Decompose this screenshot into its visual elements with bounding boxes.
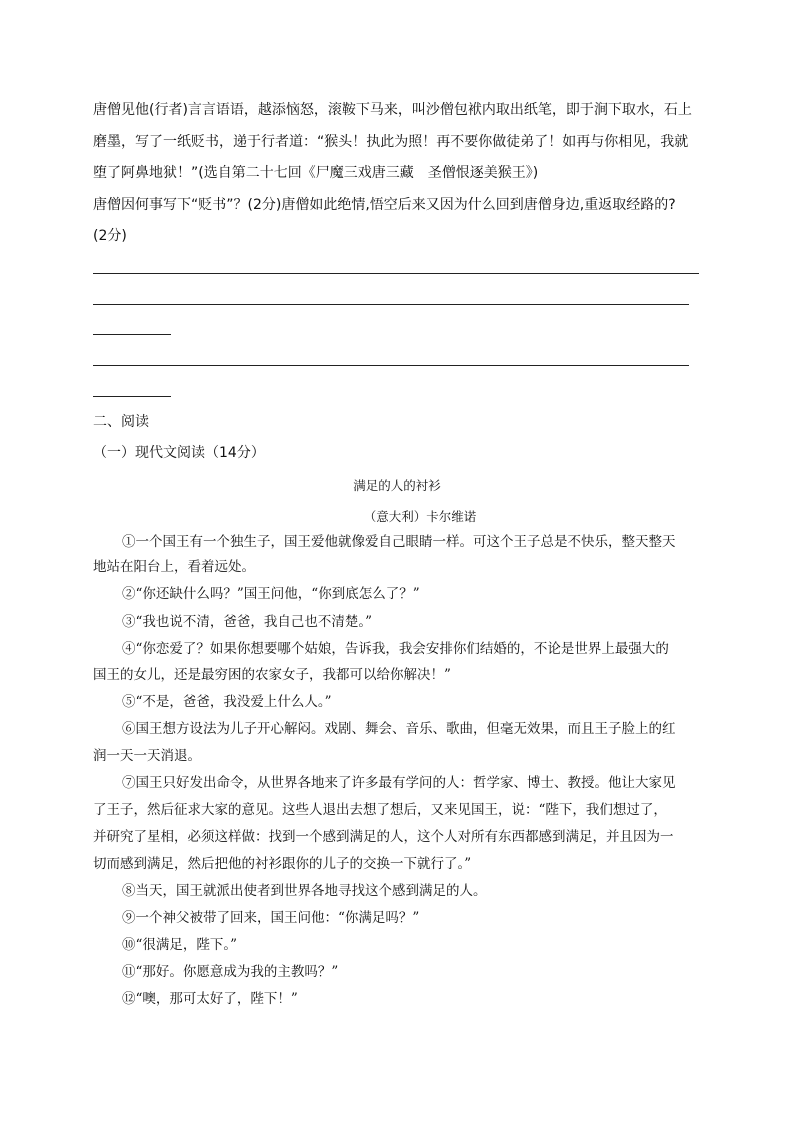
paragraph-9: ⑨一个神父被带了回来，国王问他：“你满足吗？” [122,910,420,926]
question-line-1: 唐僧因何事写下“贬书”？(2分)唐僧如此绝情,悟空后来又因为什么回到唐僧身边,重返取经路的? [93,197,676,213]
paragraph-2: ②“你还缺什么吗？”国王问他，“你到底怎么了？” [122,586,420,602]
paragraph-7-line-2: 了王子，然后征求大家的意见。这些人退出去想了想后，又来见国王，说：“陛下，我们想过了， [93,802,667,818]
paragraph-5: ⑤“不是，爸爸，我没爱上什么人。” [122,694,332,710]
answer-line-4 [93,365,689,366]
paragraph-6-line-1: ⑥国王想方设法为儿子开心解闷。戏剧、舞会、音乐、歌曲，但毫无效果，而且王子脸上的红 [122,721,676,737]
question-line-2: (2分) [93,228,127,244]
paragraph-7-line-4: 切而感到满足，然后把他的衬衫跟你的儿子的交换一下就行了。” [93,856,472,872]
story-author: （意大利）卡尔维诺 [363,509,477,524]
answer-line-1 [93,273,699,274]
paragraph-1-line-2: 地站在阳台上，看着远处。 [93,559,255,575]
paragraph-3: ③“我也说不清，爸爸，我自己也不清楚。” [122,614,373,630]
excerpt-line-2: 磨墨，写了一纸贬书，递于行者道：“猴头！执此为照！再不要你做徒弟了！如再与你相见，我就 [93,134,689,150]
excerpt-line-3: 堕了阿鼻地狱！”(选自第二十七回《尸魔三戏唐三藏 圣僧恨逐美猴王》) [93,165,539,181]
excerpt-line-1: 唐僧见他(行者)言言语语，越添恼怒，滚鞍下马来，叫沙僧包袱内取出纸笔，即于涧下取水，石上 [93,102,692,118]
paragraph-4-line-2: 国王的女儿，还是最穷困的农家女子，我都可以给你解决！” [93,667,451,683]
section-heading: 二、阅读 [93,414,149,430]
paragraph-4-line-1: ④“你恋爱了？如果你想要哪个姑娘，告诉我，我会安排你们结婚的，不论是世界上最强大的 [122,641,669,657]
paragraph-7-line-1: ⑦国王只好发出命令，从世界各地来了许多最有学问的人：哲学家、博士、教授。他让大家见 [122,775,676,791]
story-title: 满足的人的衬衫 [353,478,441,493]
paragraph-7-line-3: 并研究了星相，必须这样做：找到一个感到满足的人，这个人对所有东西都感到满足，并且因为一 [93,829,674,845]
paragraph-10: ⑩“很满足，陛下。” [122,937,238,953]
answer-line-2 [93,304,689,305]
paragraph-12: ⑫“噢，那可太好了，陛下！” [122,991,298,1007]
section-subheading: （一）现代文阅读（14分） [93,445,265,461]
answer-line-3 [93,334,171,335]
paragraph-8: ⑧当天，国王就派出使者到世界各地寻找这个感到满足的人。 [122,883,487,899]
paragraph-11: ⑪“那好。你愿意成为我的主教吗？” [122,964,339,980]
paragraph-1-line-1: ①一个国王有一个独生子，国王爱他就像爱自己眼睛一样。可这个王子总是不快乐，整天整天 [122,534,676,550]
paragraph-6-line-2: 润一天一天消退。 [93,748,201,764]
answer-line-5 [93,396,171,397]
